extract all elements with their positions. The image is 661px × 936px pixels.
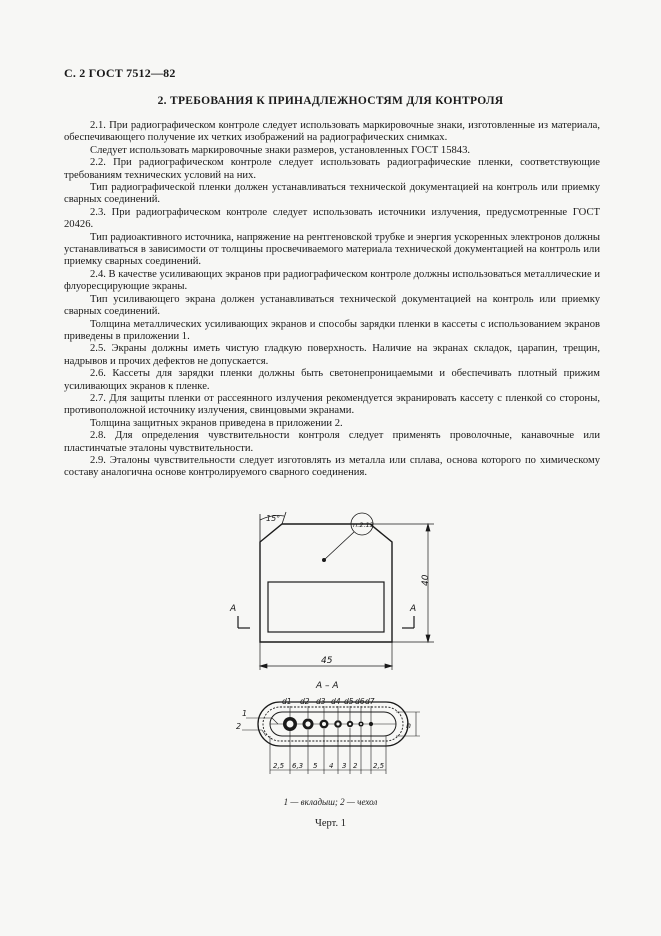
paragraph: 2.7. Для защиты пленки от рассеянного излучения рекомендуется экранировать кассету с пленкой со стороны, противоположной источнику излучения, свинцовыми экранами. — [64, 392, 600, 417]
diameter-label: d2 — [300, 697, 310, 706]
section-mark-right: А — [410, 604, 417, 614]
chain-dim: 6,3 — [292, 762, 304, 770]
chain-dim: 2 — [353, 762, 358, 770]
part-number: 2 — [236, 722, 242, 731]
section-title: 2. ТРЕБОВАНИЯ К ПРИНАДЛЕЖНОСТЯМ ДЛЯ КОНТРОЛЯ — [157, 95, 504, 107]
paragraph: 2.6. Кассеты для зарядки пленки должны быть светонепроницаемыми и обеспечивать плотный прижим усиливающих экранов к пленке. — [64, 368, 600, 392]
page-header: С. 2 ГОСТ 7512—82 — [64, 66, 176, 80]
figure-legend: 1 — вкладыш; 2 — чехол — [283, 797, 378, 807]
paragraph: 2.1. При радиографическом контроле следует использовать маркировочные знаки, изготовленные из материала, обеспечивающего получение их четких изображений на радиографических снимках. — [64, 120, 600, 144]
inner-window — [268, 582, 384, 632]
drawing-svg — [220, 504, 450, 789]
diameter-label: d3 — [316, 697, 326, 706]
paragraph: 2.3. При радиографическом контроле следует использовать источники излучения, предусмотренные ГОСТ 20426. — [64, 206, 600, 231]
paragraph: Следует использовать маркировочные знаки размеров, установленных ГОСТ 15843. — [90, 144, 471, 156]
paragraph: Тип радиоактивного источника, напряжение на рентгеновской трубке и энергия ускоренных электронов должны устанавливаться в зависимости от толщины просвечиваемого материала технической документацией на контроль или приемку сварных соединений. — [64, 231, 600, 268]
paragraph: 2.8. Для определения чувствительности контроля следует применять проволочные, канавочные или пластинчатые эталоны чувствительности. — [64, 430, 600, 454]
paragraph: Тип радиографической пленки должен устанавливаться технической документацией на контроль или приемку сварных соединений. — [64, 182, 600, 206]
thickness-dim: h — [406, 721, 412, 730]
technical-drawing — [220, 504, 450, 794]
diameter-label: d7 — [365, 697, 375, 706]
cassette-outline — [260, 524, 392, 642]
paragraph: Толщина металлических усиливающих экранов и способы зарядки пленки в кассеты с использованием экранов приведены в приложении 1. — [64, 318, 600, 342]
diameter-label: d6 — [355, 697, 365, 706]
paragraph: 2.5. Экраны должны иметь чистую гладкую поверхность. Наличие на экранах складок, царапин, трещин, надрывов и прочих дефектов не допускается. — [64, 343, 600, 367]
height-dim: 40 — [421, 574, 431, 586]
chain-dim: 5 — [313, 762, 318, 770]
diameter-label: d4 — [331, 697, 341, 706]
diameter-label: d1 — [282, 697, 292, 706]
paragraph: Толщина защитных экранов приведена в приложении 2. — [90, 417, 343, 429]
paragraph: 2.2. При радиографическом контроле следует использовать радиографические пленки, соответствующие требованиям технических условий на них. — [64, 157, 600, 181]
width-dim: 45 — [321, 656, 333, 666]
chain-dim: 2,5 — [273, 762, 285, 770]
chain-dim: 3 — [342, 762, 347, 770]
paragraph: 2.4. В качестве усиливающих экранов при радиографическом контроле должны использоваться металлические и флуоресцирующие экраны. — [64, 268, 600, 293]
paragraph: 2.9. Эталоны чувствительности следует изготовлять из металла или сплава, основа которого по химическому составу аналогична основе контролируемого сварного соединения. — [64, 454, 600, 479]
body-text — [64, 120, 600, 480]
angle-label: 15° — [266, 514, 281, 523]
section-mark-left: А — [230, 604, 237, 614]
diameter-label: d5 — [344, 697, 354, 706]
chain-dim: 4 — [329, 762, 334, 770]
chain-dim: 2,5 — [373, 762, 385, 770]
figure-caption: Черт. 1 — [315, 818, 346, 829]
part-number: 1 — [242, 709, 248, 718]
paragraph: Тип усиливающего экрана должен устанавливаться технической документацией на контроль или приемку сварных соединений. — [64, 293, 600, 318]
section-view-title: А – А — [316, 681, 339, 691]
callout-label: п.2.13 — [353, 521, 374, 529]
